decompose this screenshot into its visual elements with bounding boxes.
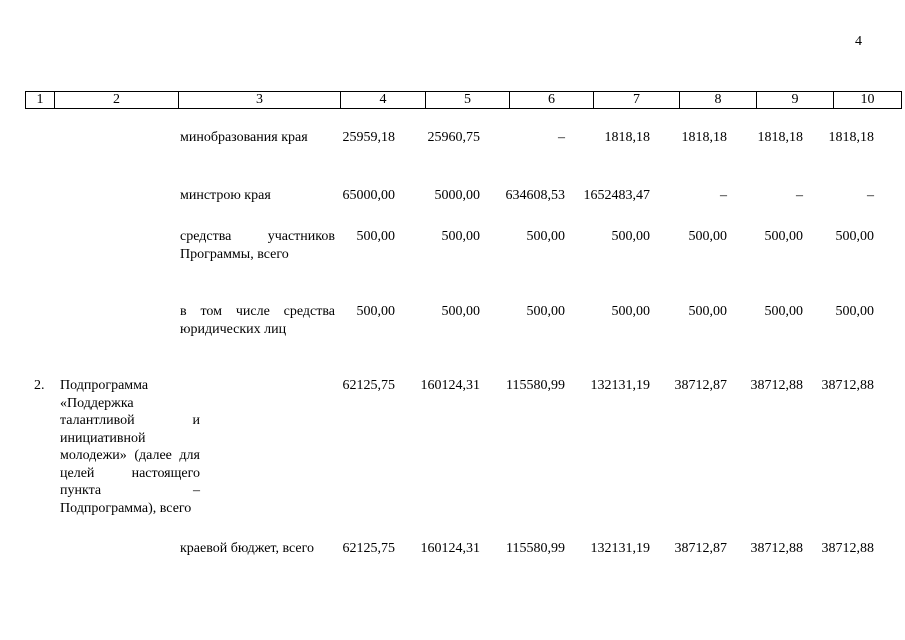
cell-col-5: 5000,00 xyxy=(434,188,480,203)
cell-col-6: 115580,99 xyxy=(506,378,565,393)
cell-col-7: 132131,19 xyxy=(590,378,650,393)
cell-col-4: 62125,75 xyxy=(342,378,395,393)
cell-col-5: 160124,31 xyxy=(420,541,480,556)
cell-col-7: 500,00 xyxy=(611,229,650,244)
cell-col-7: 132131,19 xyxy=(590,541,650,556)
cell-col-10: 38712,88 xyxy=(821,378,874,393)
cell-col-9: 500,00 xyxy=(764,304,803,319)
row-description: средства участников Программы, всего xyxy=(180,229,335,262)
cell-col-4: 25959,18 xyxy=(342,130,395,145)
page-number: 4 xyxy=(855,34,862,49)
cell-col-8: 500,00 xyxy=(688,304,727,319)
table-header xyxy=(25,91,902,109)
cell-col-6: 500,00 xyxy=(526,304,565,319)
header-col-8: 8 xyxy=(679,92,756,108)
cell-col-6: 634608,53 xyxy=(505,188,565,203)
cell-col-5: 25960,75 xyxy=(427,130,480,145)
row-description: минстрою края xyxy=(180,188,271,203)
subprogram-name: Подпрограмма «Поддержка талантливой и инициативной молодежи» (далее для целей настоящего пункта – Подпрограмма), всего xyxy=(60,378,200,516)
cell-col-9: 500,00 xyxy=(764,229,803,244)
header-col-4: 4 xyxy=(340,92,425,108)
cell-col-8: 500,00 xyxy=(688,229,727,244)
row-description: в том числе средства юридических лиц xyxy=(180,304,335,337)
row-description: минобразования края xyxy=(180,130,308,145)
cell-col-4: 500,00 xyxy=(356,304,395,319)
cell-col-5: 500,00 xyxy=(441,229,480,244)
cell-col-6: – xyxy=(558,130,565,145)
cell-col-6: 500,00 xyxy=(526,229,565,244)
cell-col-4: 500,00 xyxy=(356,229,395,244)
header-col-1: 1 xyxy=(36,92,44,107)
header-col-2: 2 xyxy=(54,92,178,108)
cell-col-8: – xyxy=(720,188,727,203)
header-col-6: 6 xyxy=(509,92,593,108)
cell-col-9: 38712,88 xyxy=(750,378,803,393)
row-description: краевой бюджет, всего xyxy=(180,541,315,556)
cell-col-4: 62125,75 xyxy=(342,541,395,556)
cell-col-10: 500,00 xyxy=(835,304,874,319)
header-col-7: 7 xyxy=(593,92,679,108)
cell-col-9: – xyxy=(796,188,803,203)
header-col-3: 3 xyxy=(178,92,340,108)
row-index: 2. xyxy=(34,378,45,393)
cell-col-6: 115580,99 xyxy=(506,541,565,556)
header-col-10: 10 xyxy=(833,92,901,108)
cell-col-5: 160124,31 xyxy=(420,378,480,393)
cell-col-7: 1818,18 xyxy=(604,130,650,145)
cell-col-9: 38712,88 xyxy=(750,541,803,556)
cell-col-5: 500,00 xyxy=(441,304,480,319)
cell-col-10: 38712,88 xyxy=(821,541,874,556)
cell-col-8: 38712,87 xyxy=(674,378,727,393)
cell-col-7: 500,00 xyxy=(611,304,650,319)
header-col-9: 9 xyxy=(756,92,833,108)
cell-col-8: 1818,18 xyxy=(681,130,727,145)
cell-col-9: 1818,18 xyxy=(757,130,803,145)
cell-col-10: 1818,18 xyxy=(828,130,874,145)
cell-col-8: 38712,87 xyxy=(674,541,727,556)
cell-col-10: 500,00 xyxy=(835,229,874,244)
cell-col-4: 65000,00 xyxy=(342,188,395,203)
header-col-5: 5 xyxy=(425,92,509,108)
cell-col-7: 1652483,47 xyxy=(583,188,650,203)
cell-col-10: – xyxy=(867,188,874,203)
